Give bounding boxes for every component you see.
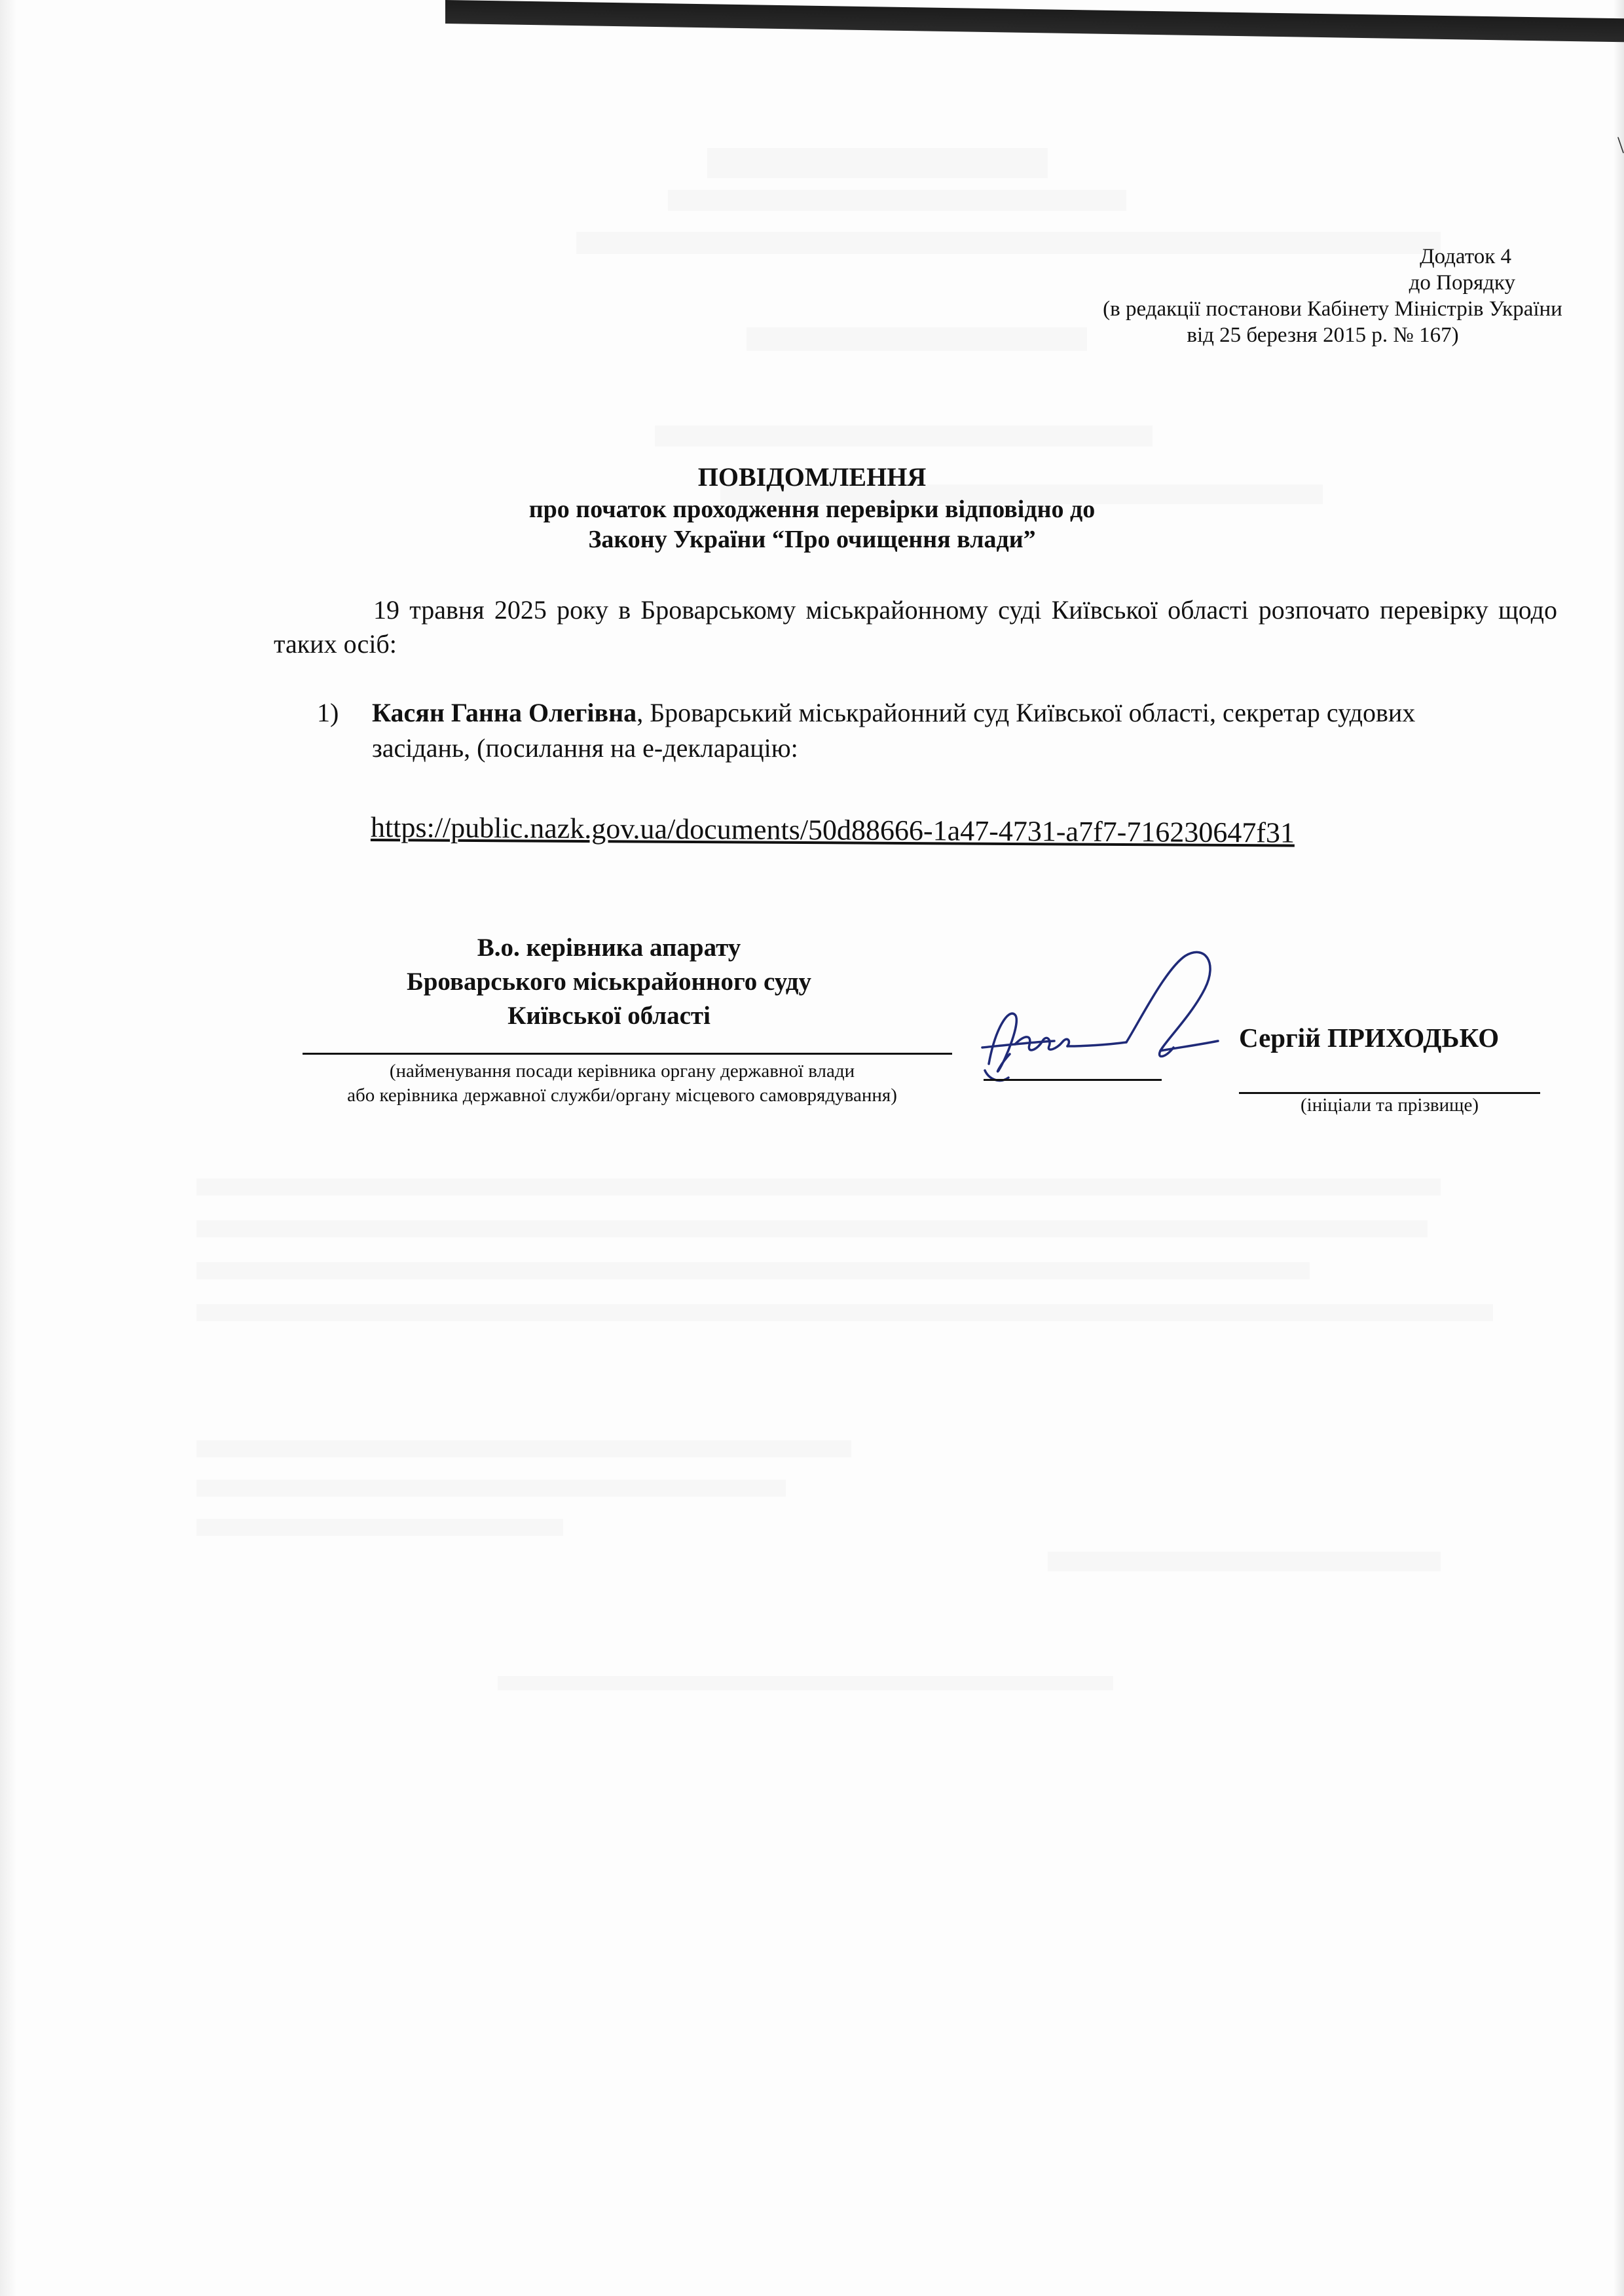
appendix-line: до Порядку xyxy=(1409,271,1515,295)
scan-top-edge xyxy=(445,0,1624,42)
scan-right-shadow xyxy=(1614,0,1624,2296)
handwritten-signature xyxy=(969,930,1257,1100)
caption-line: або керівника державної служби/органу місцевого самоврядування) xyxy=(347,1085,897,1106)
scan-corner-mark: \ xyxy=(1617,132,1624,158)
bleed-through xyxy=(196,1304,1493,1321)
intro-paragraph xyxy=(274,593,1557,661)
document-title xyxy=(458,462,1166,555)
intro-text: 19 травня 2025 року в Броварському міськрайонному суді Київської області розпочато перевірку щодо таких осіб: xyxy=(274,595,1557,659)
bleed-through xyxy=(196,1480,786,1497)
bleed-through xyxy=(196,1262,1310,1279)
title-subtitle: про початок проходження перевірки відповідно до xyxy=(528,496,1096,523)
position-line: Броварського міськрайонного суду xyxy=(406,968,812,996)
signer-caption: (ініціали та прізвище) xyxy=(1301,1095,1479,1116)
position-line: В.о. керівника апарату xyxy=(477,934,741,962)
title-subtitle: Закону України “Про очищення влади” xyxy=(588,526,1036,553)
appendix-line: від 25 березня 2015 р. № 167) xyxy=(1187,323,1459,347)
official-position xyxy=(341,931,877,1033)
signature-underline xyxy=(984,1079,1162,1081)
bleed-through xyxy=(655,426,1153,446)
bleed-through xyxy=(498,1676,1113,1690)
bleed-through xyxy=(668,190,1126,211)
person-details xyxy=(372,695,1498,766)
bleed-through xyxy=(196,1220,1428,1237)
bleed-through xyxy=(196,1519,563,1536)
title-main: ПОВІДОМЛЕННЯ xyxy=(697,462,927,492)
position-line: Київської області xyxy=(507,1002,710,1030)
appendix-reference xyxy=(1074,244,1572,348)
bleed-through xyxy=(196,1178,1441,1195)
appendix-line: (в редакції постанови Кабінету Міністрів України xyxy=(1103,297,1562,321)
bleed-through xyxy=(707,148,1048,178)
person-position: , Броварський міськрайонний суд Київської області, секретар судових засідань, (посилання на е-декларацію: xyxy=(372,698,1416,763)
signer-name: Сергій ПРИХОДЬКО xyxy=(1239,1023,1500,1053)
list-number: 1) xyxy=(317,698,339,727)
scan-left-shadow xyxy=(0,0,17,2296)
position-underline xyxy=(303,1053,952,1055)
bleed-through xyxy=(747,327,1087,351)
person-name: Касян Ганна Олегівна xyxy=(372,698,637,727)
caption-line: (найменування посади керівника органу державної влади xyxy=(389,1061,855,1082)
declaration-link[interactable]: https://public.nazk.gov.ua/documents/50d88666-1a47-4731-a7f7-716230647f31 xyxy=(370,811,1295,849)
position-caption xyxy=(288,1059,956,1108)
bleed-through xyxy=(1048,1552,1441,1571)
appendix-line: Додаток 4 xyxy=(1420,245,1511,268)
bleed-through xyxy=(196,1440,851,1457)
